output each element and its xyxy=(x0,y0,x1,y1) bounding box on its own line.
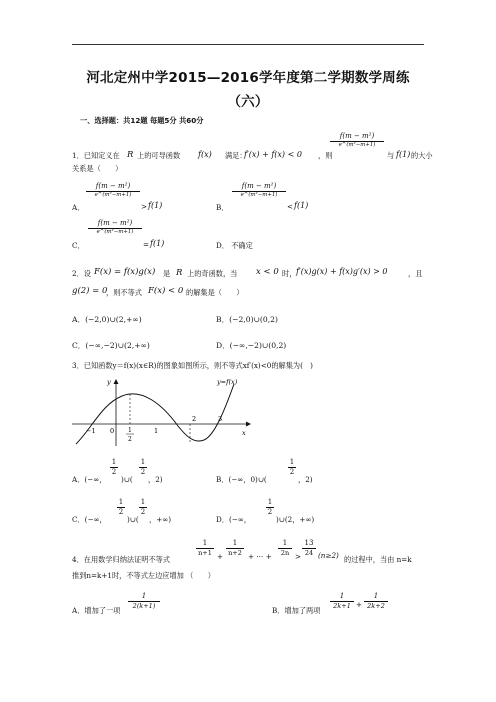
q2-r: R xyxy=(176,268,183,278)
q3-option-c-half-1-den: 2 xyxy=(118,508,124,516)
q4-term-1-den: n+1 xyxy=(198,549,212,557)
q4-option-a-fraction xyxy=(128,593,160,610)
q4-term-1 xyxy=(196,540,214,557)
q3-option-d-half xyxy=(266,499,274,516)
q1-stem-e: 与 xyxy=(387,151,395,160)
header-rule xyxy=(72,44,424,45)
q3-option-b-half-den: 2 xyxy=(289,468,295,476)
graph-tick-half-den: 2 xyxy=(128,436,132,443)
q1-option-a-numerator: f(m − m²) xyxy=(86,183,140,192)
q4-gt: > xyxy=(295,552,302,561)
q1-option-c-numerator: f(m − m²) xyxy=(88,220,142,229)
q1-option-c-label: C． xyxy=(72,241,85,250)
q4-option-a-num: 1 xyxy=(128,593,160,602)
q4-dots: + ⋯ + xyxy=(248,552,272,561)
q3-option-a-half-2 xyxy=(139,459,147,476)
q4-bound xyxy=(302,540,316,557)
graph-x-label: x xyxy=(242,429,246,437)
graph-tick-1: 1 xyxy=(154,427,159,435)
q4-option-b-term-2 xyxy=(364,593,388,610)
q2-derivative-condition: f′(x)g(x) + f(x)g′(x) > 0 xyxy=(296,267,388,276)
q1-option-d: D． 不确定 xyxy=(216,241,253,250)
graph-y-label: y xyxy=(107,378,111,386)
q4-term-3-den: 2n xyxy=(280,549,290,557)
q1-option-a-f1: f(1) xyxy=(148,201,163,210)
q3-option-d-part2: )∪(2，+∞) xyxy=(276,515,315,524)
q3-option-c-half-2-num: 1 xyxy=(140,498,146,506)
q4-term-3 xyxy=(278,540,292,557)
q3-option-a-part2: )∪( xyxy=(121,475,133,484)
q4-option-b-term-1-den: 2k+1 xyxy=(333,602,351,610)
q1-option-b-numerator: f(m − m²) xyxy=(232,183,286,192)
section-heading: 一、选择题：共12题 每题5分 共60分 xyxy=(80,116,204,125)
q4-condition: (n≥2) xyxy=(318,551,339,560)
q2-p3: 上的奇函数，当 xyxy=(187,269,238,278)
q1-option-b-label: B． xyxy=(216,203,229,212)
q3-option-c-half-1-num: 1 xyxy=(118,498,124,506)
q2-p4: 时， xyxy=(282,269,297,278)
q3-option-a-half-1-den: 2 xyxy=(111,468,117,476)
q4-option-b-label: B．增加了两项 xyxy=(272,606,321,615)
q1-option-b-relation: < xyxy=(287,202,294,211)
q4-stem-2: 的过程中，当由 n=k xyxy=(344,555,412,564)
q1-condition: f′(x) + f(x) < 0 xyxy=(244,150,302,159)
q1-option-a-fraction xyxy=(86,183,140,198)
q4-option-b-term-2-num: 1 xyxy=(364,593,388,602)
y-axis-arrow xyxy=(114,379,119,384)
q2-x-negative: x < 0 xyxy=(256,267,279,277)
q3-option-c-part3: ，+∞) xyxy=(149,515,172,524)
q1-r: R xyxy=(127,150,134,160)
q3-option-a-half-2-den: 2 xyxy=(140,468,146,476)
q1-option-b-denominator: e^(m²−m+1) xyxy=(240,192,278,198)
q4-bound-num: 13 xyxy=(302,540,316,549)
q1-option-b-fraction xyxy=(232,183,286,198)
q1-stem-d: ，则 xyxy=(318,151,333,160)
q4-plus: + xyxy=(217,552,224,561)
q4-term-2 xyxy=(226,540,244,557)
q3-option-b-part1: B．(−∞，0)∪( xyxy=(216,475,267,484)
q1-ratio-fraction xyxy=(330,133,384,148)
q4-term-3-num: 1 xyxy=(278,540,292,549)
q1-option-c-f1: f(1) xyxy=(150,239,165,248)
q1-option-c-denominator: e^(m²−m+1) xyxy=(96,229,134,235)
q4-term-2-num: 1 xyxy=(226,540,244,549)
q1-ratio-denominator: e^(m²−m+1) xyxy=(338,142,376,148)
q3-function-graph xyxy=(72,376,252,448)
q1-ratio-numerator: f(m − m²) xyxy=(330,133,384,142)
q2-option-a: A．(−2,0)∪(2,+∞) xyxy=(72,315,142,324)
q2-p1: 2．设 xyxy=(72,269,91,278)
q3-option-a-half-2-num: 1 xyxy=(140,458,146,466)
q3-option-b-half xyxy=(288,459,296,476)
q4-term-2-den: n+2 xyxy=(228,549,242,557)
q2-p6: ，则不等式 xyxy=(106,288,142,297)
q4-option-b-term-2-den: 2k+2 xyxy=(367,602,385,610)
q3-option-a-half-1-num: 1 xyxy=(111,458,117,466)
q1-option-c-relation: = xyxy=(143,240,150,249)
q1-option-a-denominator: e^(m²−m+1) xyxy=(94,192,132,198)
q3-option-d-half-num: 1 xyxy=(267,498,273,506)
q2-F-definition: F(x) = f(x)g(x) xyxy=(94,267,156,277)
q3-option-d-half-den: 2 xyxy=(267,508,273,516)
graph-tick-half-num: 1 xyxy=(128,427,132,434)
q2-option-c: C．(−∞,−2)∪(2,+∞) xyxy=(72,341,150,350)
q3-option-c-half-1 xyxy=(117,499,125,516)
graph-tick-minus-1: −1 xyxy=(86,427,96,435)
function-curve xyxy=(76,384,234,444)
q1-f1: f(1) xyxy=(396,150,411,159)
q4-option-b-term-1 xyxy=(330,593,354,610)
graph-tick-0: 0 xyxy=(110,427,115,435)
q4-bound-den: 24 xyxy=(304,549,314,557)
q4-option-a-den: 2(k+1) xyxy=(132,602,156,610)
q1-stem-a: 1．已知定义在 xyxy=(72,151,120,160)
q3-option-a-part3: ，2) xyxy=(148,475,163,484)
q3-stem: 3．已知函数y＝f(x)(x∈R)的图象如图所示，则不等式xf′(x)<0的解集为( ) xyxy=(72,361,313,370)
q1-fx: f(x) xyxy=(198,150,212,159)
q4-option-b-term-1-num: 1 xyxy=(330,593,354,602)
q1-option-c-fraction xyxy=(88,220,142,235)
document-title: 河北定州中学2015—2016学年度第二学期数学周练 xyxy=(86,70,410,86)
q2-p7: 的解集是（ ） xyxy=(186,288,244,297)
q2-option-d: D．(−∞,−2)∪(0,2) xyxy=(216,341,287,350)
x-axis-arrow xyxy=(246,422,251,427)
q1-stem-b: 上的可导函数 xyxy=(137,151,181,160)
graph-tick-3: 3 xyxy=(218,415,223,423)
q3-option-a-part1: A．(−∞， xyxy=(72,475,107,484)
q4-stem-3: 推到n=k+1时，不等式左边应增加 （ ） xyxy=(72,571,215,580)
q3-option-b-half-num: 1 xyxy=(289,458,295,466)
document-subtitle: （六） xyxy=(227,94,269,110)
q4-option-b-plus: + xyxy=(356,600,363,609)
q4-stem-1: 4．在用数学归纳法证明不等式 xyxy=(72,555,171,564)
q3-option-c-half-2 xyxy=(139,499,147,516)
q1-stem-g: 关系是（ ） xyxy=(72,164,123,173)
q1-option-b-f1: f(1) xyxy=(294,201,309,210)
q3-option-d-part1: D．(−∞， xyxy=(216,515,251,524)
q2-p5: ，且 xyxy=(408,269,423,278)
q2-option-b: B．(−2,0)∪(0,2) xyxy=(216,315,278,324)
q4-option-a-label: A．增加了一项 xyxy=(72,606,121,615)
q1-stem-c: 满足： xyxy=(225,151,247,160)
q1-option-a-label: A． xyxy=(72,203,85,212)
q1-option-a-relation: > xyxy=(141,202,148,211)
q3-option-c-part1: C．(−∞， xyxy=(72,515,107,524)
q4-term-1-num: 1 xyxy=(196,540,214,549)
graph-curve-label: y=f(x) xyxy=(217,378,238,386)
q3-option-b-part2: ，2) xyxy=(298,475,313,484)
graph-tick-2: 2 xyxy=(192,415,197,423)
q2-g2: g(2) = 0 xyxy=(72,286,108,296)
q3-option-c-half-2-den: 2 xyxy=(140,508,146,516)
q3-option-c-part2: )∪( xyxy=(127,515,139,524)
q2-F-negative: F(x) < 0 xyxy=(148,286,184,296)
q1-stem-f: 的大小 xyxy=(411,151,433,160)
q2-p2: 是 xyxy=(163,269,171,278)
q3-option-a-half-1 xyxy=(110,459,118,476)
